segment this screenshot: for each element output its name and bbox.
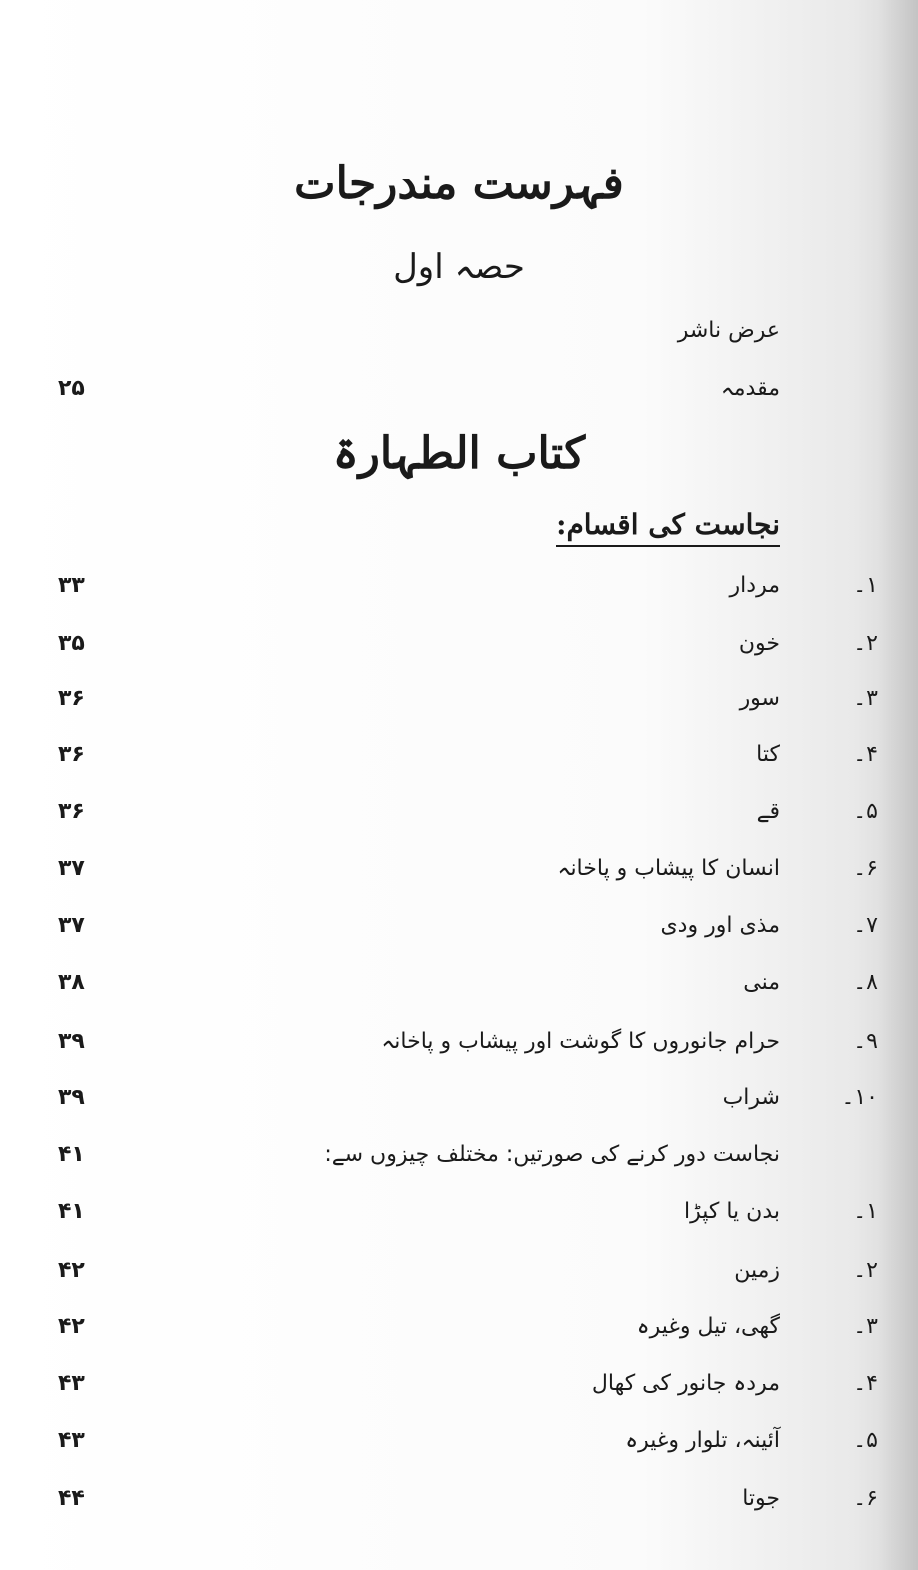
toc-entry-label: مقدمہ: [720, 376, 780, 401]
toc-entry-label: مردہ جانور کی کھال: [591, 1371, 780, 1396]
toc-entry-number: ۳۔: [853, 1314, 878, 1339]
toc-entry-number: ۱۔: [853, 1199, 878, 1224]
book-title: کتاب الطہارۃ: [332, 428, 586, 479]
toc-entry: [0, 573, 918, 613]
toc-entry-label: گھی، تیل وغیرہ: [636, 1314, 780, 1339]
toc-entry-page: ۴۳: [58, 1428, 85, 1453]
toc-entry-label: بدن یا کپڑا: [683, 1199, 780, 1224]
page-edge-shadow: [878, 0, 918, 1570]
toc-entry-label: قے: [756, 799, 780, 824]
toc-entry: [0, 1428, 918, 1468]
toc-entry: [0, 1371, 918, 1411]
toc-entry-label: حرام جانوروں کا گوشت اور پیشاب و پاخانہ: [381, 1029, 780, 1054]
toc-entry-label: زمین: [734, 1258, 780, 1283]
toc-entry: [0, 631, 918, 671]
toc-entry-number: ۲۔: [853, 1258, 878, 1283]
toc-entry-label: مردار: [729, 573, 780, 598]
toc-entry-number: ۱۔: [853, 573, 878, 598]
toc-entry-number: ۷۔: [853, 913, 878, 938]
toc-entry-page: ۳۶: [58, 742, 85, 767]
toc-entry-number: ۵۔: [853, 799, 878, 824]
section-heading: نجاست کی اقسام:: [556, 508, 780, 547]
toc-entry-page: ۳۶: [58, 799, 85, 824]
toc-entry-number: ۶۔: [853, 856, 878, 881]
toc-entry-label: مذی اور ودی: [660, 913, 780, 938]
toc-entry-number: ۲۔: [853, 631, 878, 656]
toc-entry: [0, 1029, 918, 1069]
toc-entry: [0, 1085, 918, 1125]
toc-entry: [0, 970, 918, 1010]
toc-entry-page: ۲۵: [58, 376, 85, 401]
toc-entry-label: جوتا: [742, 1486, 780, 1511]
toc-entry-number: ۴۔: [853, 1371, 878, 1396]
toc-entry: [0, 376, 918, 416]
toc-entry: [0, 686, 918, 726]
toc-entry-page: ۳۷: [58, 913, 85, 938]
toc-entry-label: عرض ناشر: [677, 318, 780, 343]
toc-section-entry: [0, 1142, 918, 1182]
toc-entry-label: سور: [739, 686, 780, 711]
toc-entry-page: ۳۳: [58, 573, 85, 598]
toc-entry: [0, 1199, 918, 1239]
toc-entry-label: کتا: [756, 742, 780, 767]
toc-entry-page: ۳۹: [58, 1029, 85, 1054]
toc-entry-page: ۴۲: [58, 1314, 85, 1339]
toc-entry-number: ۵۔: [853, 1428, 878, 1453]
toc-entry-page: ۳۵: [58, 631, 85, 656]
toc-entry-number: ۹۔: [853, 1029, 878, 1054]
toc-entry: [0, 1314, 918, 1354]
toc-entry-number: ۴۔: [853, 742, 878, 767]
page-title: فہرست مندرجات: [294, 158, 624, 209]
toc-entry-label: انسان کا پیشاب و پاخانہ: [557, 856, 780, 881]
toc-entry: [0, 1486, 918, 1526]
toc-entry-page: ۴۱: [58, 1199, 85, 1224]
toc-entry-label: آئینہ، تلوار وغیرہ: [625, 1428, 780, 1453]
toc-entry: [0, 1258, 918, 1298]
toc-entry-page: ۳۹: [58, 1085, 85, 1110]
toc-entry-label: منی: [743, 970, 780, 995]
toc-entry-number: ۳۔: [853, 686, 878, 711]
toc-entry-number: ۱۰۔: [841, 1085, 878, 1110]
toc-entry-page: ۴۲: [58, 1258, 85, 1283]
toc-entry-page: ۳۶: [58, 686, 85, 711]
toc-entry-page: ۴۳: [58, 1371, 85, 1396]
toc-entry: [0, 742, 918, 782]
toc-entry-number: ۸۔: [853, 970, 878, 995]
toc-entry-page: ۳۸: [58, 970, 85, 995]
toc-entry: [0, 856, 918, 896]
toc-entry-page: ۴۴: [58, 1486, 85, 1511]
toc-entry: [0, 318, 918, 358]
toc-entry: [0, 913, 918, 953]
toc-section-label: نجاست دور کرنے کی صورتیں: مختلف چیزوں سے:: [324, 1142, 780, 1167]
toc-entry-page: ۳۷: [58, 856, 85, 881]
toc-entry: [0, 799, 918, 839]
toc-entry-page: ۴۱: [58, 1142, 85, 1167]
toc-entry-number: ۶۔: [853, 1486, 878, 1511]
part-subtitle: حصہ اول: [393, 247, 525, 287]
toc-entry-label: خون: [738, 631, 780, 656]
toc-entry-label: شراب: [722, 1085, 780, 1110]
